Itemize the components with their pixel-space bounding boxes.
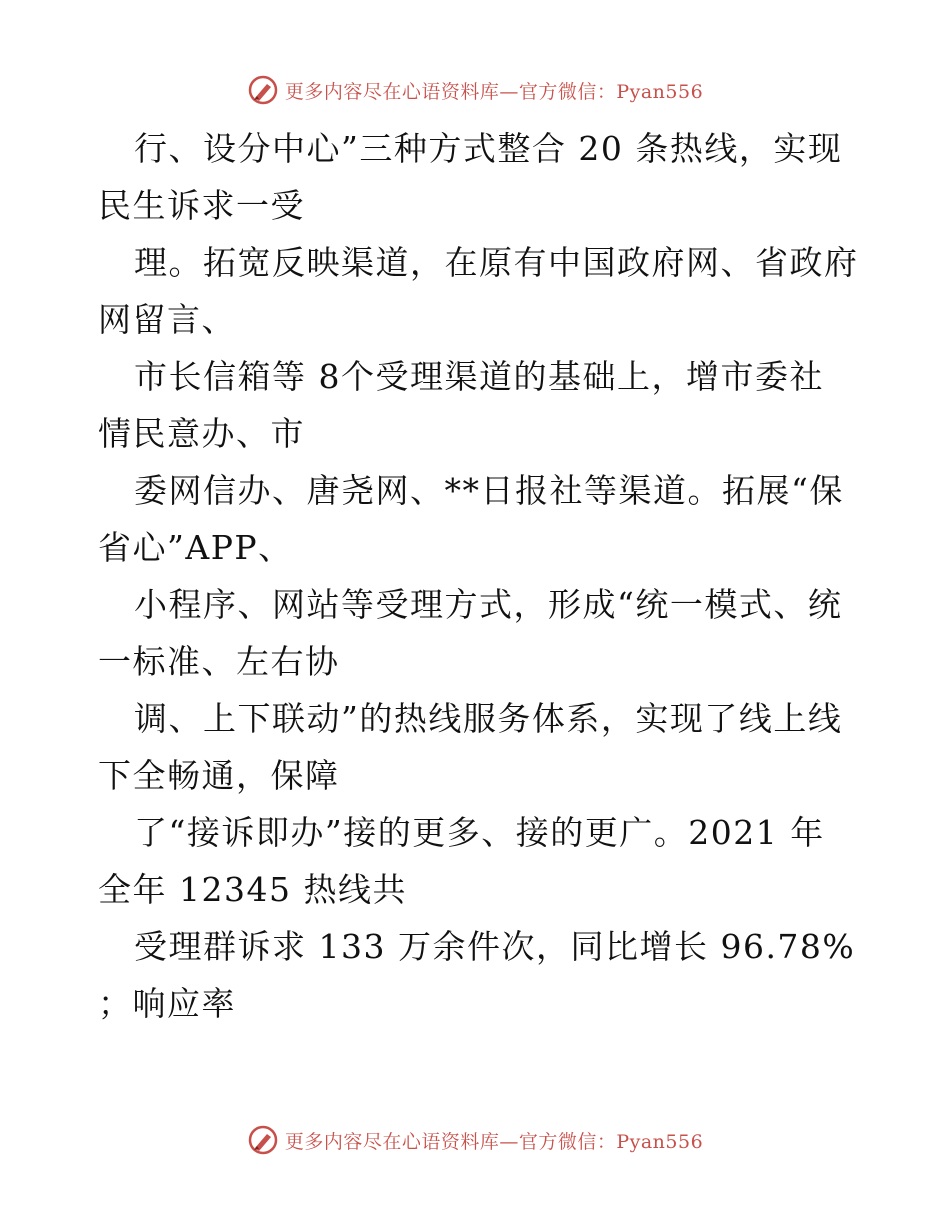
text-line: 委网信办、唐尧网、**日报社等渠道。拓展“保 xyxy=(134,471,844,510)
footer-banner-text: 更多内容尽在心语资料库—官方微信：Pyan556 xyxy=(284,1130,704,1153)
text-line: 了“接诉即办”接的更多、接的更广。2021 年 xyxy=(134,813,825,852)
pen-logo-icon xyxy=(247,1124,279,1156)
text-line: ；响应率 xyxy=(98,984,236,1023)
text-line: 网留言、 xyxy=(98,300,236,339)
text-line: 下全畅通，保障 xyxy=(98,756,340,795)
text-line: 调、上下联动”的热线服务体系，实现了线上线 xyxy=(134,699,843,738)
text-line: 省心”APP、 xyxy=(98,528,293,567)
text-line: 情民意办、市 xyxy=(98,414,305,453)
text-line: 民生诉求一受 xyxy=(98,186,305,225)
document-body xyxy=(98,120,858,1032)
text-line: 小程序、网站等受理方式，形成“统一模式、统 xyxy=(134,585,843,624)
text-line: 全年 12345 热线共 xyxy=(98,870,407,909)
text-line: 一标准、左右协 xyxy=(98,642,340,681)
header-banner-text: 更多内容尽在心语资料库—官方微信：Pyan556 xyxy=(284,80,704,103)
text-line: 理。拓宽反映渠道，在原有中国政府网、省政府 xyxy=(134,243,859,282)
text-line: 行、设分中心”三种方式整合 20 条热线，实现 xyxy=(134,129,843,168)
header-banner xyxy=(0,70,950,110)
footer-banner xyxy=(0,1120,950,1160)
text-line: 市长信箱等 8个受理渠道的基础上，增市委社 xyxy=(134,357,824,396)
pen-logo-icon xyxy=(247,74,279,106)
text-line: 受理群诉求 133 万余件次，同比增长 96.78% xyxy=(134,927,856,966)
